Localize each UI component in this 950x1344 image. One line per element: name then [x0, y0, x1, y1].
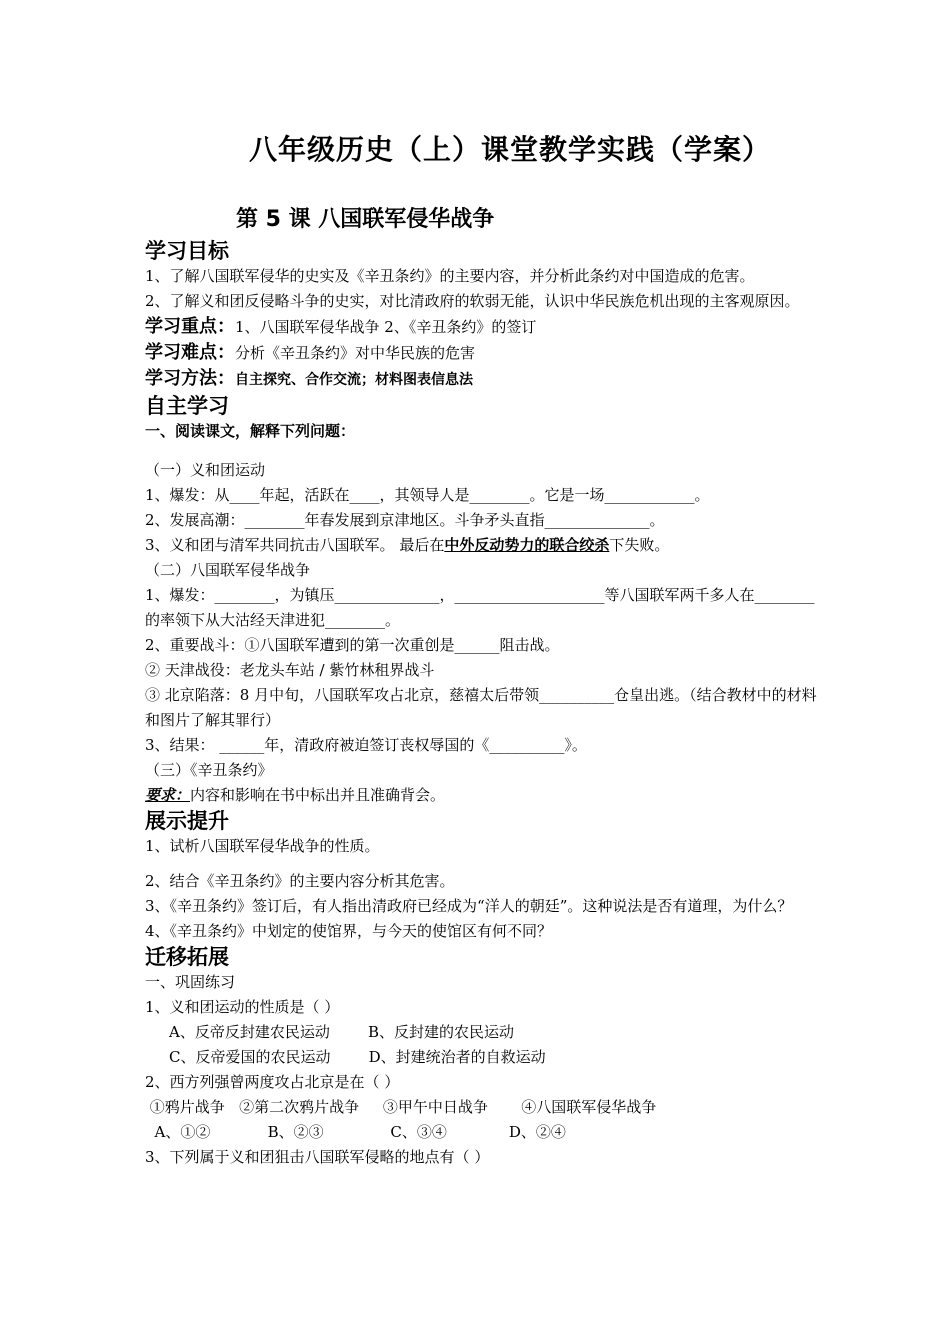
display-question-2: 2、结合《辛丑条约》的主要内容分析其危害。: [145, 872, 455, 890]
difficulty-line: [145, 340, 825, 366]
difficulty-label: 学习难点：: [145, 342, 235, 363]
section-treaty-title: （三）《辛丑条约》: [145, 761, 273, 779]
transfer-heading: 迁移拓展: [145, 945, 229, 969]
boxer-line-3-a: 3、义和团与清军共同抗击八国联军。 最后在: [145, 536, 445, 554]
war-line-1: 1、爆发：________，为镇压______________，____________________等八国联军两千多人在________的率领下从大沽经天津进犯________。: [145, 586, 815, 629]
requirement-text: 内容和影响在书中标出并且准确背会。: [190, 786, 446, 804]
exercise-question-3: 3、下列属于义和团狙击八国联军侵略的地点有（ ）: [145, 1148, 490, 1166]
exercise-1-options-cd: C、反帝爱国的农民运动 D、封建统治者的自救运动: [169, 1048, 546, 1066]
difficulty-text: 分析《辛丑条约》对中华民族的危害: [235, 344, 476, 362]
self-study-subheading: 一、阅读课文，解释下列问题：: [145, 422, 356, 440]
war-line-2: 2、重要战斗：①八国联军遭到的第一次重创是______阻击战。: [145, 636, 560, 654]
section-boxer-title: （一）义和团运动: [145, 461, 266, 479]
transfer-subheading: 一、巩固练习: [145, 973, 236, 991]
section-war-title: （二）八国联军侵华战争: [145, 561, 311, 579]
worksheet-content: [145, 238, 825, 1170]
display-question-1: 1、试析八国联军侵华战争的性质。: [145, 837, 380, 855]
page-title: 八年级历史（上）课堂教学实践（学案）: [248, 133, 771, 166]
display-question-4: 4、《辛丑条约》中划定的使馆界，与今天的使馆区有何不同？: [145, 922, 553, 940]
war-line-5: 3、结果： ______年，清政府被迫签订丧权辱国的《__________》。: [145, 736, 587, 754]
method-line: [145, 366, 825, 393]
lesson-title: 第 5 课 八国联军侵华战争: [236, 207, 495, 232]
exercise-1-options-ab: A、反帝反封建农民运动 B、反封建的农民运动: [169, 1023, 515, 1041]
objective-2: 2、了解义和团反侵略斗争的史实，对比清政府的软弱无能，认识中华民族危机出现的主客观原因。: [145, 292, 800, 310]
method-text: 自主探究、合作交流；材料图表信息法: [235, 372, 473, 388]
boxer-line-3: [145, 533, 825, 558]
exercise-question-2: 2、西方列强曾两度攻占北京是在（ ）: [145, 1073, 400, 1091]
key-points-line: [145, 314, 825, 340]
display-heading: 展示提升: [145, 809, 229, 833]
boxer-line-1: 1、爆发：从____年起，活跃在____，其领导人是________。它是一场____________。: [145, 486, 710, 504]
war-line-3: ② 天津战役：老龙头车站 / 紫竹林租界战斗: [145, 661, 435, 679]
boxer-line-2: 2、发展高潮：________年春发展到京津地区。斗争矛头直指______________。: [145, 511, 665, 529]
objective-1: 1、了解八国联军侵华的史实及《辛丑条约》的主要内容，并分析此条约对中国造成的危害。: [145, 267, 755, 285]
display-question-3: 3、《辛丑条约》签订后，有人指出清政府已经成为“洋人的朝廷”。这种说法是否有道理，为什么？: [145, 897, 793, 915]
treaty-requirement: [145, 783, 825, 808]
exercise-2-options: A、①② B、②③ C、③④ D、②④: [145, 1123, 566, 1141]
exercise-2-items: ①鸦片战争 ②第二次鸦片战争 ③甲午中日战争 ④八国联军侵华战争: [145, 1098, 657, 1116]
objectives-heading: 学习目标: [145, 239, 229, 263]
method-label: 学习方法：: [145, 368, 235, 389]
self-study-heading: 自主学习: [145, 394, 229, 418]
boxer-line-3-c: 下失败。: [609, 536, 670, 554]
exercise-question-1: 1、义和团运动的性质是（ ）: [145, 998, 340, 1016]
key-points-text: 1、八国联军侵华战争 2、《辛丑条约》的签订: [235, 318, 537, 336]
war-line-4: ③ 北京陷落：8 月中旬，八国联军攻占北京，慈禧太后带领__________仓皇出逃。（结合教材中的材料和图片了解其罪行）: [145, 686, 817, 729]
key-points-label: 学习重点：: [145, 316, 235, 337]
requirement-label: 要求：: [145, 786, 191, 804]
boxer-line-3-emphasis: 中外反动势力的联合绞杀: [444, 536, 610, 554]
